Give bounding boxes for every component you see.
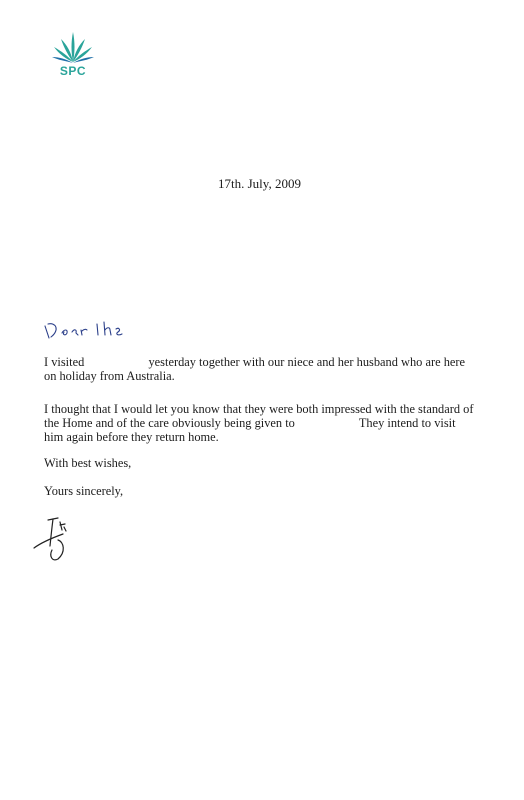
handwritten-salutation [42, 316, 152, 342]
letter-date: 17th. July, 2009 [218, 176, 301, 191]
logo-text: SPC [59, 64, 87, 78]
handwritten-signature [30, 512, 80, 564]
salutation-handwriting [42, 316, 152, 342]
closing-best-wishes: With best wishes, [44, 456, 132, 470]
paragraph-care [44, 402, 474, 444]
paragraph-care-part-b: They intend to visit him again before they return home. [44, 416, 456, 444]
signature-image [30, 512, 80, 564]
paragraph-visit-part-b: yesterday together with our niece and her husband who are here on holiday from Australia. [44, 355, 466, 383]
paragraph-visit-part-a: I visited [44, 355, 85, 369]
paragraph-care-part-a: I thought that I would let you know that they were both impressed with the standard of the Home and of the care obviously being given to [44, 402, 474, 430]
paragraph-visit [44, 355, 474, 383]
leaf-fan-icon [50, 30, 96, 64]
closing-yours-sincerely: Yours sincerely, [44, 484, 124, 498]
spc-logo [50, 30, 96, 82]
